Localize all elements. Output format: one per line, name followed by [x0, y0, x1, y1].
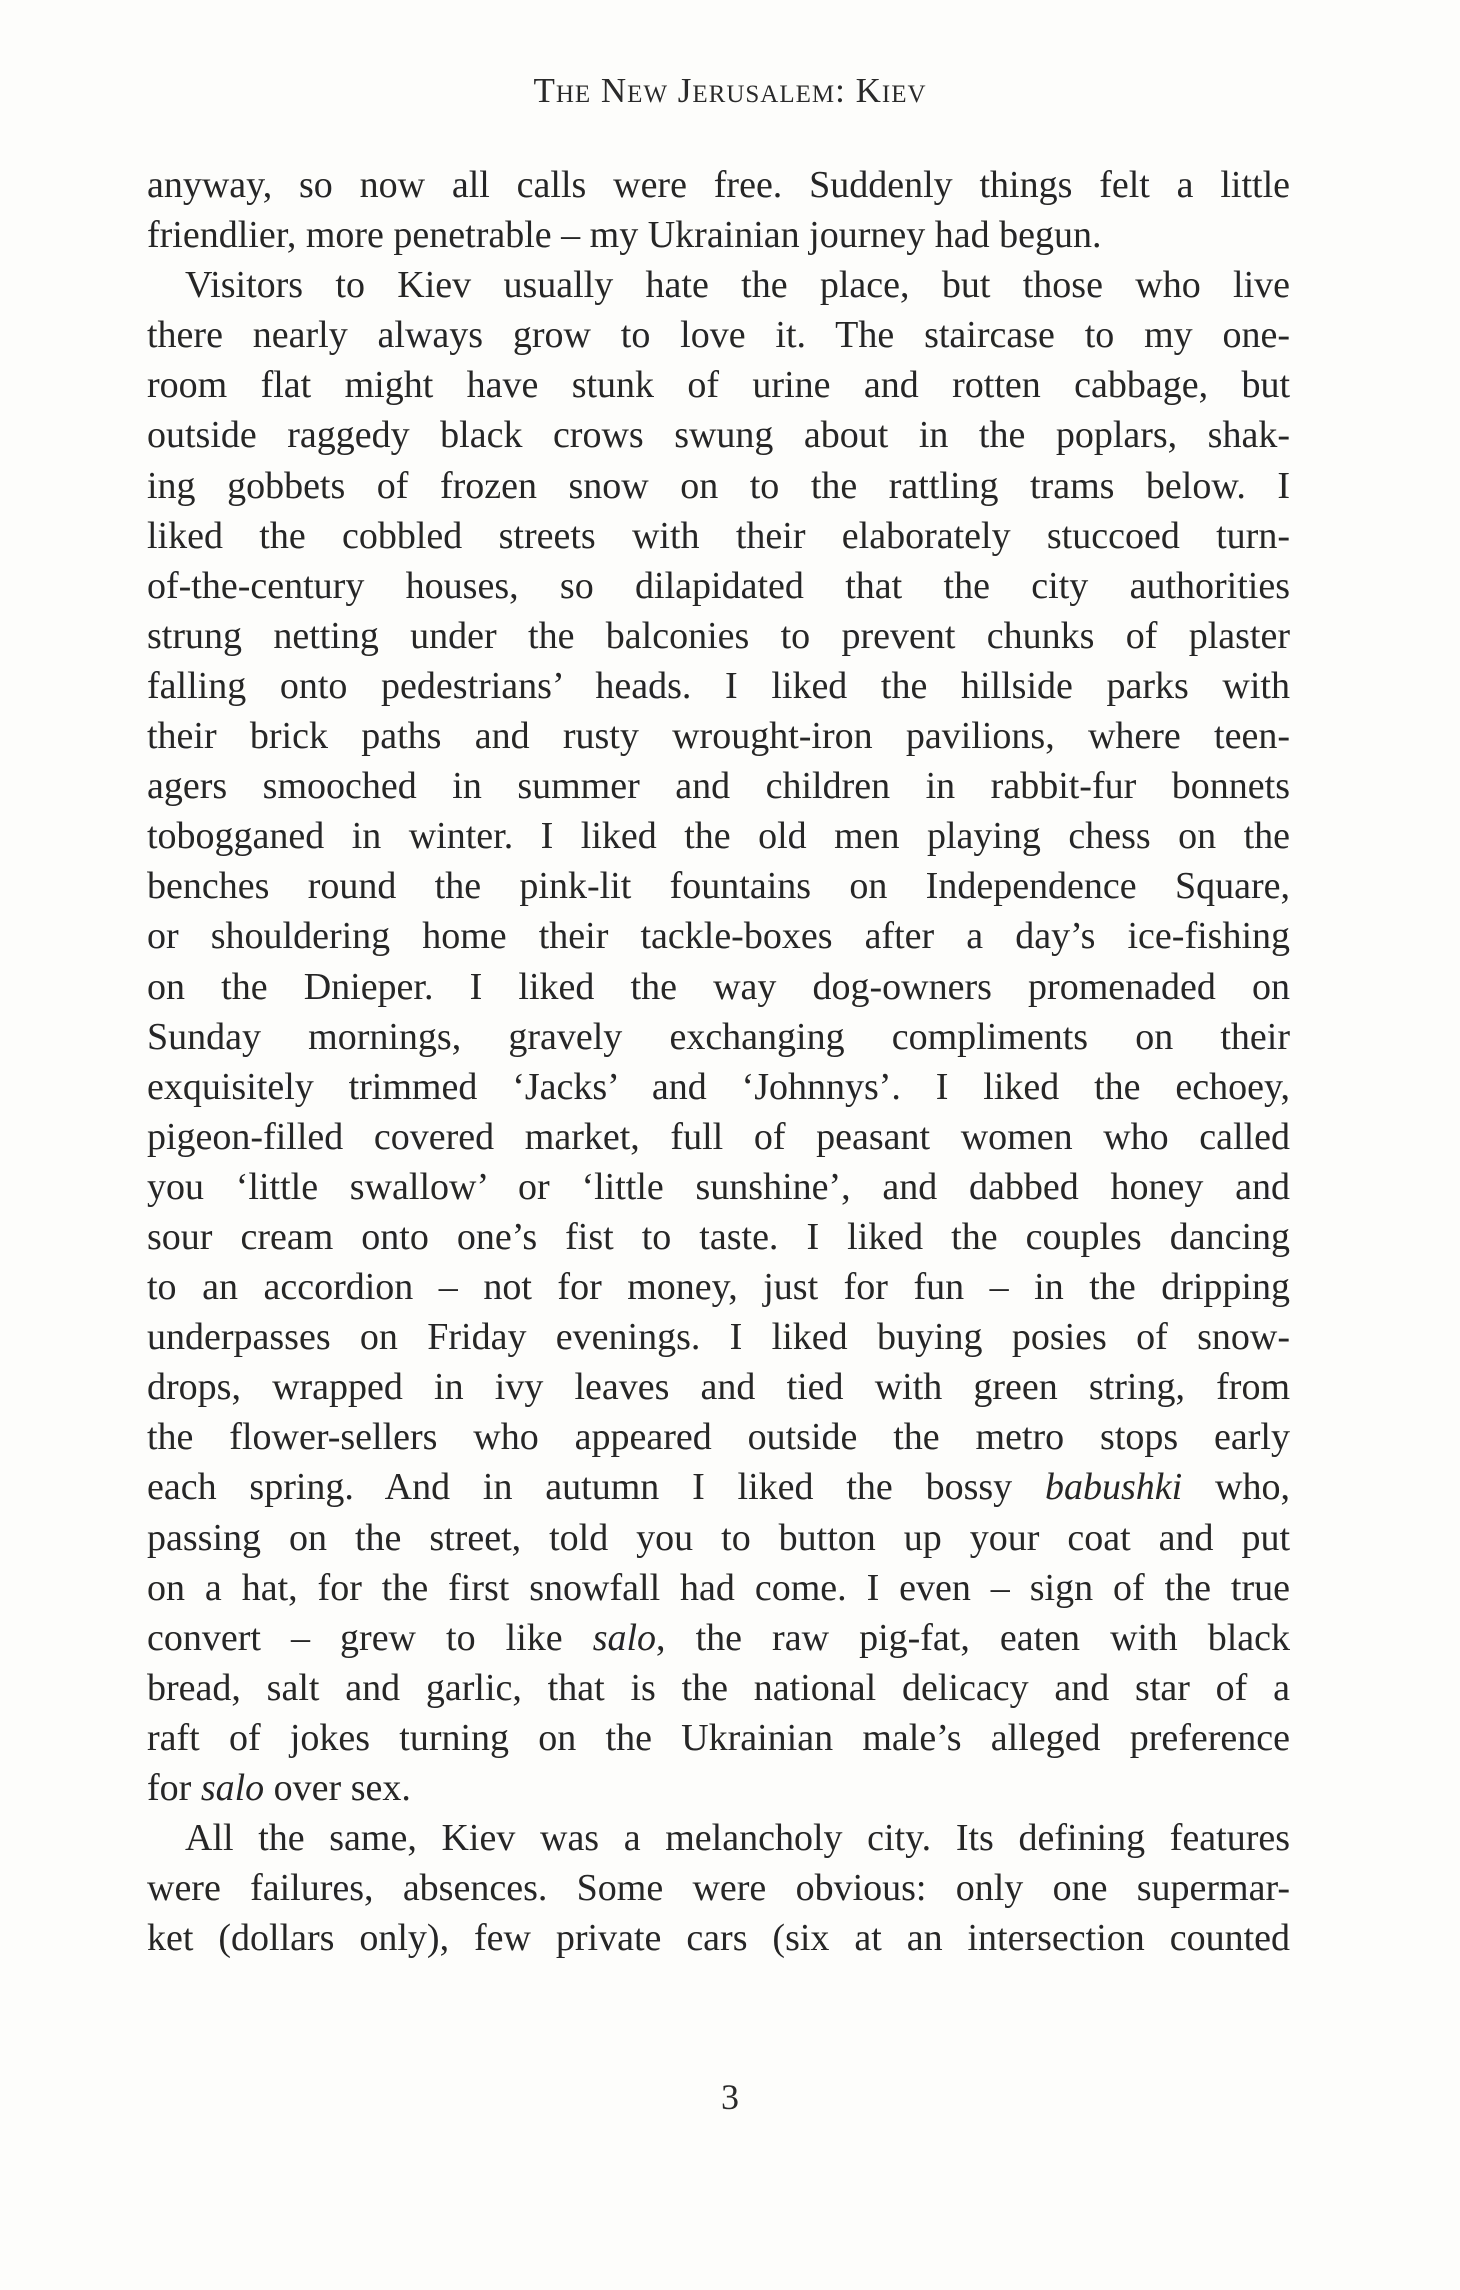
text-segment: drops, wrapped in ivy leaves and tied with green string, from — [147, 1366, 1290, 1409]
text-segment: of-the-century houses, so dilapidated that the city authorities — [147, 564, 1290, 607]
italic-term: salo — [200, 1767, 265, 1809]
text-line — [147, 861, 1290, 911]
body-text — [147, 160, 1290, 1963]
text-line — [147, 1012, 1290, 1062]
text-line — [147, 1212, 1290, 1262]
text-line — [147, 1763, 1290, 1813]
italic-term: salo — [592, 1616, 657, 1659]
page-number: 3 — [721, 2077, 739, 2117]
text-line — [147, 1513, 1290, 1563]
text-segment: for — [147, 1767, 201, 1809]
text-line — [147, 962, 1290, 1012]
text-segment: agers smooched in summer and children in rabbit-fur bonnets — [147, 765, 1290, 808]
text-line — [147, 1813, 1290, 1863]
running-head: The New Jerusalem: Kiev — [533, 71, 927, 110]
text-segment: their brick paths and rusty wrought-iron pavilions, where teen- — [147, 715, 1290, 758]
text-segment: passing on the street, told you to button up your coat and put — [147, 1516, 1290, 1559]
text-line — [147, 310, 1290, 360]
text-segment: pigeon-filled covered market, full of peasant women who called — [147, 1115, 1290, 1158]
text-line — [147, 1062, 1290, 1112]
text-segment: room flat might have stunk of urine and rotten cabbage, but — [147, 364, 1290, 407]
text-line — [147, 1112, 1290, 1162]
text-segment: convert – grew to like — [147, 1616, 593, 1659]
text-segment: liked the cobbled streets with their elaborately stuccoed turn- — [147, 514, 1290, 557]
text-segment: Visitors to Kiev usually hate the place, but those who live — [185, 264, 1290, 307]
text-line — [147, 210, 1290, 260]
italic-term: babushki — [1045, 1466, 1183, 1509]
text-line — [147, 1913, 1290, 1963]
text-line — [147, 511, 1290, 561]
text-segment: each spring. And in autumn I liked the bossy — [147, 1466, 1046, 1509]
text-segment: who, — [1182, 1466, 1290, 1509]
text-segment: ket (dollars only), few private cars (six at an intersection counted — [147, 1917, 1290, 1960]
text-line — [147, 1262, 1290, 1312]
text-segment: to an accordion – not for money, just for fun – in the dripping — [147, 1266, 1290, 1309]
text-segment: over sex. — [264, 1767, 411, 1809]
text-segment: there nearly always grow to love it. The staircase to my one- — [147, 314, 1290, 357]
text-line — [147, 1563, 1290, 1613]
text-segment: bread, salt and garlic, that is the national delicacy and star of a — [147, 1666, 1290, 1709]
text-segment: All the same, Kiev was a melancholy city. Its defining features — [185, 1817, 1290, 1860]
text-line — [147, 1312, 1290, 1362]
text-line — [147, 611, 1290, 661]
text-line — [147, 461, 1290, 511]
text-line — [147, 1613, 1290, 1663]
text-line — [147, 410, 1290, 460]
text-segment: raft of jokes turning on the Ukrainian male’s alleged preference — [147, 1716, 1290, 1759]
text-segment: , the raw pig-fat, eaten with black — [656, 1616, 1291, 1659]
text-segment: benches round the pink-lit fountains on Independence Square, — [147, 865, 1290, 908]
text-line — [147, 1162, 1290, 1212]
text-line — [147, 911, 1290, 961]
text-segment: anyway, so now all calls were free. Suddenly things felt a little — [147, 164, 1290, 206]
text-segment: outside raggedy black crows swung about in the poplars, shak- — [147, 414, 1290, 457]
text-segment: on the Dnieper. I liked the way dog-owners promenaded on — [147, 965, 1290, 1008]
text-line — [147, 811, 1290, 861]
text-segment: underpasses on Friday evenings. I liked buying posies of snow- — [147, 1316, 1290, 1359]
text-line — [147, 360, 1290, 410]
text-segment: tobogganed in winter. I liked the old men playing chess on the — [147, 815, 1290, 858]
text-segment: were failures, absences. Some were obvious: only one supermar- — [147, 1867, 1290, 1910]
text-line — [147, 160, 1290, 210]
text-line — [147, 561, 1290, 611]
text-segment: sour cream onto one’s fist to taste. I liked the couples dancing — [147, 1215, 1290, 1258]
text-segment: or shouldering home their tackle-boxes after a day’s ice-fishing — [147, 915, 1290, 958]
text-line — [147, 761, 1290, 811]
text-segment: exquisitely trimmed ‘Jacks’ and ‘Johnnys’. I liked the echoey, — [147, 1065, 1290, 1108]
text-segment: strung netting under the balconies to prevent chunks of plaster — [147, 614, 1290, 657]
text-segment: friendlier, more penetrable – my Ukrainian journey had begun. — [147, 214, 1102, 257]
text-line — [147, 1362, 1290, 1412]
text-line — [147, 1663, 1290, 1713]
text-segment: falling onto pedestrians’ heads. I liked the hillside parks with — [147, 664, 1290, 707]
text-line — [147, 1863, 1290, 1913]
text-line — [147, 1412, 1290, 1462]
text-segment: the flower-sellers who appeared outside the metro stops early — [147, 1416, 1290, 1459]
text-segment: on a hat, for the first snowfall had come. I even – sign of the true — [147, 1566, 1290, 1609]
text-line — [147, 1713, 1290, 1763]
text-line — [147, 711, 1290, 761]
text-segment: you ‘little swallow’ or ‘little sunshine’, and dabbed honey and — [147, 1165, 1290, 1208]
text-line — [147, 260, 1290, 310]
text-segment: Sunday mornings, gravely exchanging compliments on their — [147, 1015, 1290, 1058]
text-line — [147, 661, 1290, 711]
text-line — [147, 1462, 1290, 1512]
text-segment: ing gobbets of frozen snow on to the rattling trams below. I — [147, 464, 1290, 507]
